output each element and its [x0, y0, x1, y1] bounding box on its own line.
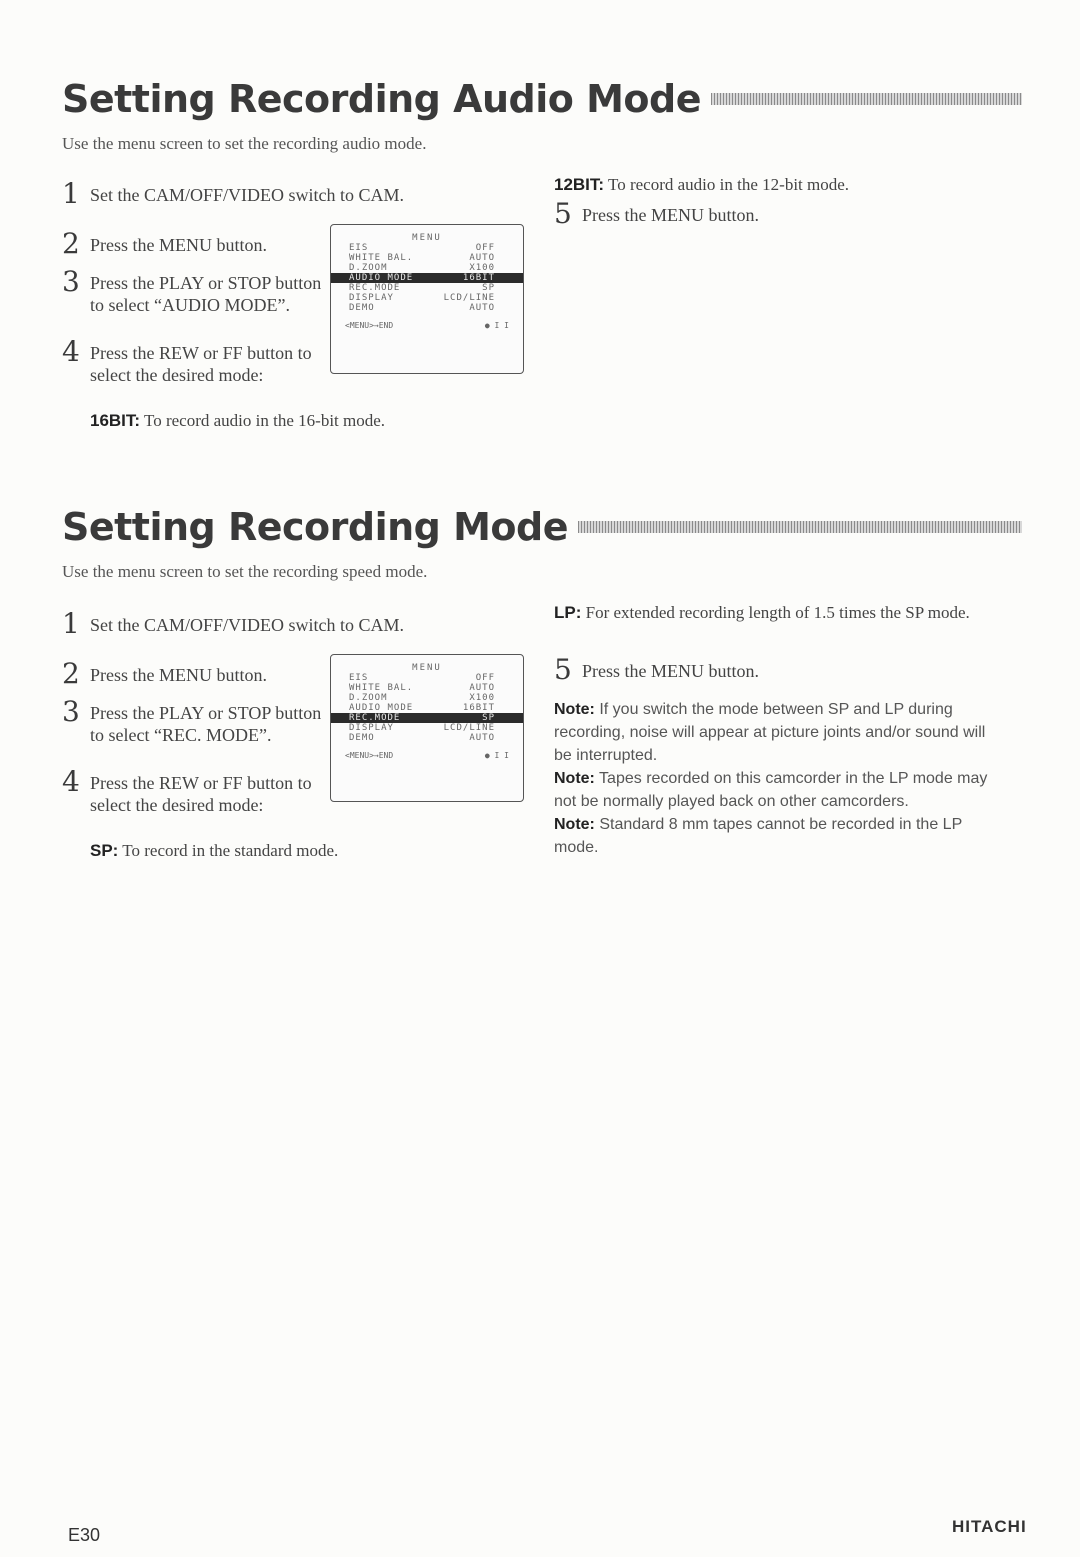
- rec-step-5: [554, 653, 1022, 686]
- audio-step-3: [62, 265, 326, 316]
- step-text: Press the PLAY or STOP button to select “AUDIO MODE”.: [90, 273, 322, 315]
- menu-footer-left: <MENU>→END: [345, 751, 394, 760]
- menu-title: MENU: [412, 663, 442, 673]
- note-text: Standard 8 mm tapes cannot be recorded in the LP mode.: [554, 816, 962, 856]
- mode-label: LP:: [554, 603, 582, 622]
- mode-text: To record audio in the 12-bit mode.: [608, 175, 850, 194]
- step-number: 3: [62, 695, 80, 728]
- menu-row: WHITE BAL. AUTO: [349, 683, 495, 693]
- step-text: Press the REW or FF button to select the desired mode:: [90, 773, 312, 815]
- notes-block: [554, 698, 994, 859]
- menu-footer-right: ● I I: [484, 321, 509, 330]
- step-number: 4: [62, 335, 80, 368]
- step-number: 3: [62, 265, 80, 298]
- step-text: Press the MENU button.: [582, 205, 759, 225]
- audio-step-4: [62, 335, 326, 386]
- note-label: Note:: [554, 816, 595, 833]
- step-text: Set the CAM/OFF/VIDEO switch to CAM.: [90, 615, 405, 635]
- menu-row: WHITE BAL. AUTO: [349, 253, 495, 263]
- audio-section-title: Setting Recording Audio Mode: [62, 77, 702, 121]
- step-number: 5: [554, 653, 572, 686]
- note-text: If you switch the mode between SP and LP during recording, noise will appear at picture joints and/or sound will be interrupted.: [554, 701, 986, 764]
- note-text: Tapes recorded on this camcorder in the LP mode may not be normally played back on other camcorders.: [554, 770, 988, 810]
- step-number: 1: [62, 607, 80, 640]
- rec-desc-sp: [90, 840, 530, 862]
- step-text: Press the PLAY or STOP button to select “REC. MODE”.: [90, 703, 322, 745]
- rec-step-3: [62, 695, 326, 746]
- menu-footer: [331, 313, 523, 330]
- note-label: Note:: [554, 770, 595, 787]
- step-number: 2: [62, 657, 80, 690]
- mode-label: 12BIT:: [554, 175, 605, 194]
- menu-footer-right: ● I I: [484, 751, 509, 760]
- step-text: Press the REW or FF button to select the desired mode:: [90, 343, 312, 385]
- audio-desc-12bit: [554, 174, 1014, 196]
- rec-step-4: [62, 765, 326, 816]
- menu-row: EIS OFF: [349, 673, 495, 683]
- step-text: Press the MENU button.: [90, 665, 267, 685]
- mode-label: 16BIT:: [90, 411, 141, 430]
- audio-step-1: [62, 177, 530, 210]
- note-item: [554, 698, 994, 767]
- step-text: Set the CAM/OFF/VIDEO switch to CAM.: [90, 185, 405, 205]
- page-number: E30: [68, 1525, 101, 1545]
- mode-text: To record audio in the 16-bit mode.: [144, 411, 386, 430]
- menu-row: DISPLAY LCD/LINE: [349, 293, 495, 303]
- mode-text: For extended recording length of 1.5 times the SP mode.: [585, 603, 970, 622]
- step-number: 2: [62, 227, 80, 260]
- rec-step-1: [62, 607, 530, 640]
- menu-row: AUDIO MODE 16BIT: [349, 703, 495, 713]
- audio-mode-section: [62, 70, 1022, 430]
- menu-title: MENU: [412, 233, 442, 243]
- title-rule: [711, 93, 1022, 105]
- menu-row: REC.MODE SP: [349, 283, 495, 293]
- menu-screen-illustration: [330, 224, 524, 374]
- rec-step-2: [62, 657, 326, 690]
- note-label: Note:: [554, 701, 595, 718]
- menu-screen-illustration: [330, 654, 524, 802]
- menu-footer-left: <MENU>→END: [345, 321, 394, 330]
- menu-footer: [331, 743, 523, 760]
- mode-label: SP:: [90, 841, 119, 860]
- audio-step-5: [554, 197, 1022, 230]
- menu-row: D.ZOOM X100: [349, 693, 495, 703]
- step-number: 5: [554, 197, 572, 230]
- rec-mode-section: [62, 498, 1022, 860]
- step-text: Press the MENU button.: [582, 661, 759, 681]
- audio-intro: Use the menu screen to set the recording audio mode.: [62, 134, 427, 153]
- menu-row: EIS OFF: [349, 243, 495, 253]
- menu-row-selected: AUDIO MODE 16BIT: [331, 273, 523, 283]
- rec-title-row: [62, 498, 1022, 556]
- step-number: 1: [62, 177, 80, 210]
- note-item: [554, 813, 994, 859]
- step-number: 4: [62, 765, 80, 798]
- menu-row: DEMO AUTO: [349, 303, 495, 313]
- title-rule: [578, 521, 1022, 533]
- menu-row: DEMO AUTO: [349, 733, 495, 743]
- audio-title-row: [62, 70, 1022, 128]
- menu-row-selected: REC.MODE SP: [331, 713, 523, 723]
- brand-name: HITACHI: [952, 1517, 1027, 1536]
- menu-row: D.ZOOM X100: [349, 263, 495, 273]
- rec-section-title: Setting Recording Mode: [62, 505, 568, 549]
- rec-desc-lp: [554, 602, 1022, 624]
- audio-desc-16bit: [90, 410, 530, 432]
- step-text: Press the MENU button.: [90, 235, 267, 255]
- audio-step-2: [62, 227, 326, 260]
- rec-intro: Use the menu screen to set the recording speed mode.: [62, 562, 428, 581]
- mode-text: To record in the standard mode.: [122, 841, 339, 860]
- note-item: [554, 767, 994, 813]
- menu-row: DISPLAY LCD/LINE: [349, 723, 495, 733]
